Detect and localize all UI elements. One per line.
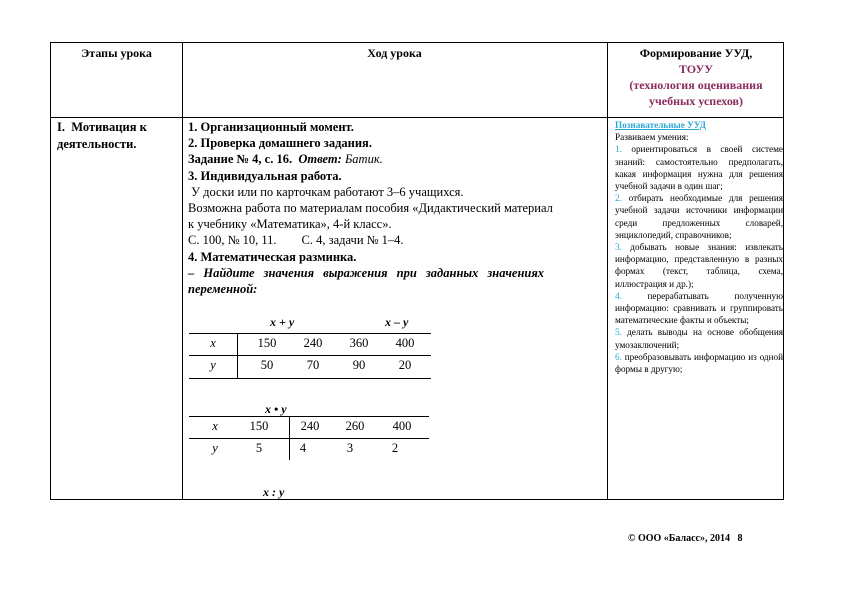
table-row (189, 355, 431, 377)
var-label: x (212, 419, 218, 433)
header-lesson-flow (182, 45, 607, 61)
uud-item (615, 290, 783, 327)
header-uud-line3: (технология оценивания (629, 78, 763, 92)
stage-line: I. Мотивация к (57, 120, 147, 134)
table-cell: 2 (391, 441, 399, 455)
uud-item-text: отбирать необходимые для решения учебной задачи источники информации среди предложенных словарей, энциклопедий, справочников; (615, 193, 783, 240)
table-cell: 4 (299, 441, 307, 455)
table-cell: 260 (345, 419, 365, 433)
task-instruction: переменной: (188, 282, 258, 297)
header-divider (51, 117, 783, 118)
lesson-text: У доски или по карточкам работают 3–6 учащихся. (188, 184, 464, 199)
var-label: x (210, 336, 216, 350)
expression-difference: x – y (385, 315, 409, 329)
uud-item-number: 3. (615, 242, 622, 253)
column-divider (182, 43, 183, 499)
uud-item-number: 1. (615, 144, 622, 155)
lesson-text: С. 100, № 10, 11. С. 4, задачи № 1–4. (188, 233, 404, 248)
lesson-step: 1. Организационный момент. (188, 120, 354, 134)
uud-item-text: преобразовывать информацию из одной формы в другую; (615, 351, 783, 375)
uud-item (615, 143, 783, 192)
header-stages (51, 45, 182, 61)
answer-value: Батик. (344, 152, 383, 167)
lesson-text: Возможна работа по материалам пособия «Дидактический материал (188, 201, 553, 216)
expression-product: x • y (265, 402, 287, 416)
task-instruction: – Найдите значения выражения при заданных значениях (188, 265, 545, 280)
expression-sum: x + y (270, 315, 295, 329)
table-cell: 150 (257, 336, 277, 350)
table-cell: 240 (303, 336, 323, 350)
var-label: y (212, 441, 218, 455)
header-lesson-flow-label: Ход урока (367, 46, 422, 60)
header-uud-line2: ТОУУ (678, 62, 714, 76)
uud-item (615, 192, 783, 241)
homework-line (188, 151, 603, 167)
expression-quotient: x : y (263, 485, 285, 499)
table-cell: 70 (306, 358, 320, 372)
table-cell: 400 (392, 419, 412, 433)
header-uud (607, 45, 785, 109)
uud-title: Познавательные УУД (615, 120, 706, 130)
homework-task: Задание № 4, с. 16. (188, 152, 293, 167)
header-stages-label: Этапы урока (81, 46, 152, 60)
uud-item-number: 4. (615, 290, 622, 301)
uud-item-number: 6. (615, 351, 622, 362)
table-cell: 5 (255, 441, 263, 455)
column-divider (607, 43, 608, 499)
table-cell: 360 (349, 336, 369, 350)
uud-item-text: перерабатывать полученную информацию: сравнивать и группировать математические факты и объекты; (615, 290, 783, 326)
table-cell: 50 (260, 358, 274, 372)
lesson-text: к учебнику «Математика», 4-й класс». (188, 217, 392, 232)
values-table-1 (189, 333, 431, 379)
table-cell: 90 (352, 358, 366, 372)
uud-intro: Развиваем умения: (615, 132, 689, 143)
header-uud-line4: учебных успехов) (648, 94, 744, 108)
page-footer: © ООО «Баласс», 2014 8 (628, 533, 743, 544)
table-cell: 3 (346, 441, 354, 455)
uud-item-text: делать выводы на основе обобщения умозаключений; (615, 327, 783, 350)
table-cell: 20 (398, 358, 412, 372)
table-cell: 150 (249, 419, 269, 433)
header-uud-line1: Формирование УУД, (639, 46, 753, 60)
uud-item-number: 5. (615, 327, 622, 338)
table-cell: 400 (395, 336, 415, 350)
lesson-step: 2. Проверка домашнего задания. (188, 136, 372, 151)
uud-item-text: ориентироваться в своей системе знаний: самостоятельно предполагать, какая информация нужна для решения учебной задачи в один шаг; (615, 144, 783, 192)
table-row (189, 438, 429, 460)
lesson-flow-cell (188, 119, 603, 297)
uud-item-number: 2. (615, 193, 622, 204)
uud-item (615, 326, 783, 350)
lesson-table (50, 42, 784, 500)
uud-item-text: добывать новые знания: извлекать информацию, представленную в разных формах (текст, таблица, схема, иллюстрация и др.); (615, 242, 783, 289)
stage-line: деятельности. (57, 137, 137, 151)
table-row (189, 333, 431, 355)
stage-cell (57, 119, 179, 153)
table-cell: 240 (300, 419, 320, 433)
table-row (189, 416, 429, 438)
uud-item (615, 351, 783, 375)
lesson-step: 4. Математическая разминка. (188, 249, 357, 264)
uud-item (615, 241, 783, 290)
answer-label: Ответ: (298, 152, 342, 167)
var-label: y (210, 358, 216, 372)
uud-cell (615, 119, 783, 375)
lesson-step: 3. Индивидуальная работа. (188, 168, 342, 183)
values-table-2 (189, 416, 429, 460)
